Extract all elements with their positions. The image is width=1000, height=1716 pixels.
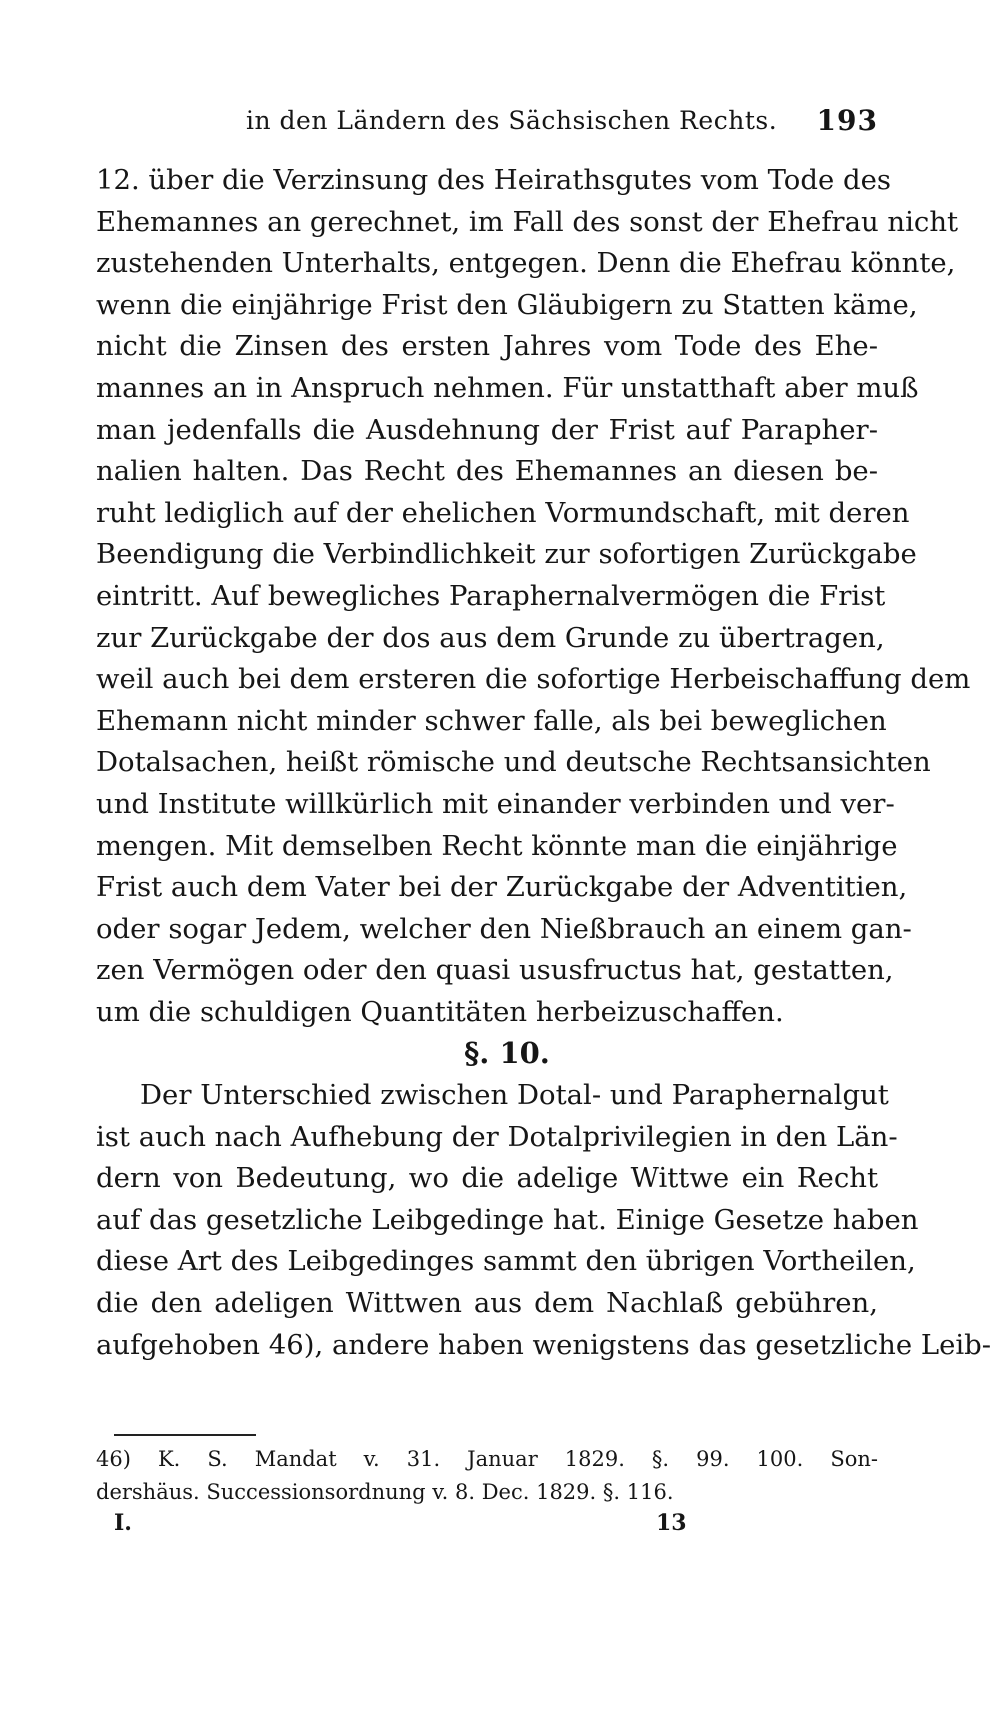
text-line: Dotalsachen, heißt römische und deutsche Rechtsansichten <box>96 746 931 779</box>
footnotes <box>96 1443 878 1509</box>
running-title: in den Ländern des Sächsischen Rechts. <box>246 106 778 135</box>
text-line: Ehemannes an gerechnet, im Fall des sonst der Ehefrau nicht <box>96 205 959 238</box>
text-line: zur Zurückgabe der dos aus dem Grunde zu übertragen, <box>96 621 885 654</box>
main-text <box>96 160 992 1366</box>
text-line: Beendigung die Verbindlichkeit zur sofortigen Zurückgabe <box>96 538 917 571</box>
running-header <box>96 106 878 146</box>
text-line: aufgehoben 46), andere haben wenigstens das gesetzliche Leib- <box>96 1328 992 1361</box>
text-line: und Institute willkürlich mit einander verbinden und ver- <box>96 787 895 820</box>
text-line: ruht lediglich auf der ehelichen Vormundschaft, mit deren <box>96 496 910 529</box>
text-line: nalien halten. Das Recht des Ehemannes an diesen be- <box>96 455 878 488</box>
text-line: ist auch nach Aufhebung der Dotalprivilegien in den Län- <box>96 1120 898 1153</box>
text-line: wenn die einjährige Frist den Gläubigern zu Statten käme, <box>96 288 918 321</box>
text-line: Ehemann nicht minder schwer falle, als bei beweglichen <box>96 704 887 737</box>
text-line: die den adeligen Wittwen aus dem Nachlaß gebühren, <box>96 1287 878 1320</box>
text-line: dern von Bedeutung, wo die adelige Wittwe ein Recht <box>96 1162 878 1195</box>
footnote-divider <box>114 1434 256 1436</box>
volume-signature: I. <box>114 1510 132 1536</box>
text-line: oder sogar Jedem, welcher den Nießbrauch an einem gan- <box>96 912 912 945</box>
text-line: 12. über die Verzinsung des Heirathsgutes vom Tode des <box>96 164 891 196</box>
footnote-line: dershäus. Successionsordnung v. 8. Dec. 1829. §. 116. <box>96 1480 674 1504</box>
text-line: nicht die Zinsen des ersten Jahres vom Tode des Ehe- <box>96 330 878 363</box>
text-line: eintritt. Auf bewegliches Paraphernalvermögen die Frist <box>96 579 886 612</box>
text-line: Frist auch dem Vater bei der Zurückgabe der Adventitien, <box>96 871 908 904</box>
text-line: mannes an in Anspruch nehmen. Für unstatthaft aber muß <box>96 371 919 404</box>
text-line: diese Art des Leibgedinges sammt den übrigen Vortheilen, <box>96 1245 916 1278</box>
text-line: man jedenfalls die Ausdehnung der Frist auf Parapher- <box>96 413 878 446</box>
text-line: auf das gesetzliche Leibgedinge hat. Einige Gesetze haben <box>96 1203 919 1236</box>
section-heading: §. 10. <box>464 1036 550 1071</box>
page-number: 193 <box>816 104 878 137</box>
text-line: weil auch bei dem ersteren die sofortige Herbeischaffung dem <box>96 663 971 696</box>
text-line: zen Vermögen oder den quasi ususfructus hat, gestatten, <box>96 954 894 987</box>
footnote-line: 46) K. S. Mandat v. 31. Januar 1829. §. 99. 100. Son- <box>96 1447 878 1471</box>
text-line: zustehenden Unterhalts, entgegen. Denn die Ehefrau könnte, <box>96 247 956 280</box>
text-line: um die schuldigen Quantitäten herbeizuschaffen. <box>96 995 784 1028</box>
sheet-signature: 13 <box>656 1510 687 1536</box>
text-line: Der Unterschied zwischen Dotal- und Paraphernalgut <box>140 1079 889 1112</box>
text-line: mengen. Mit demselben Recht könnte man die einjährige <box>96 829 898 862</box>
page-footer <box>96 1510 878 1546</box>
